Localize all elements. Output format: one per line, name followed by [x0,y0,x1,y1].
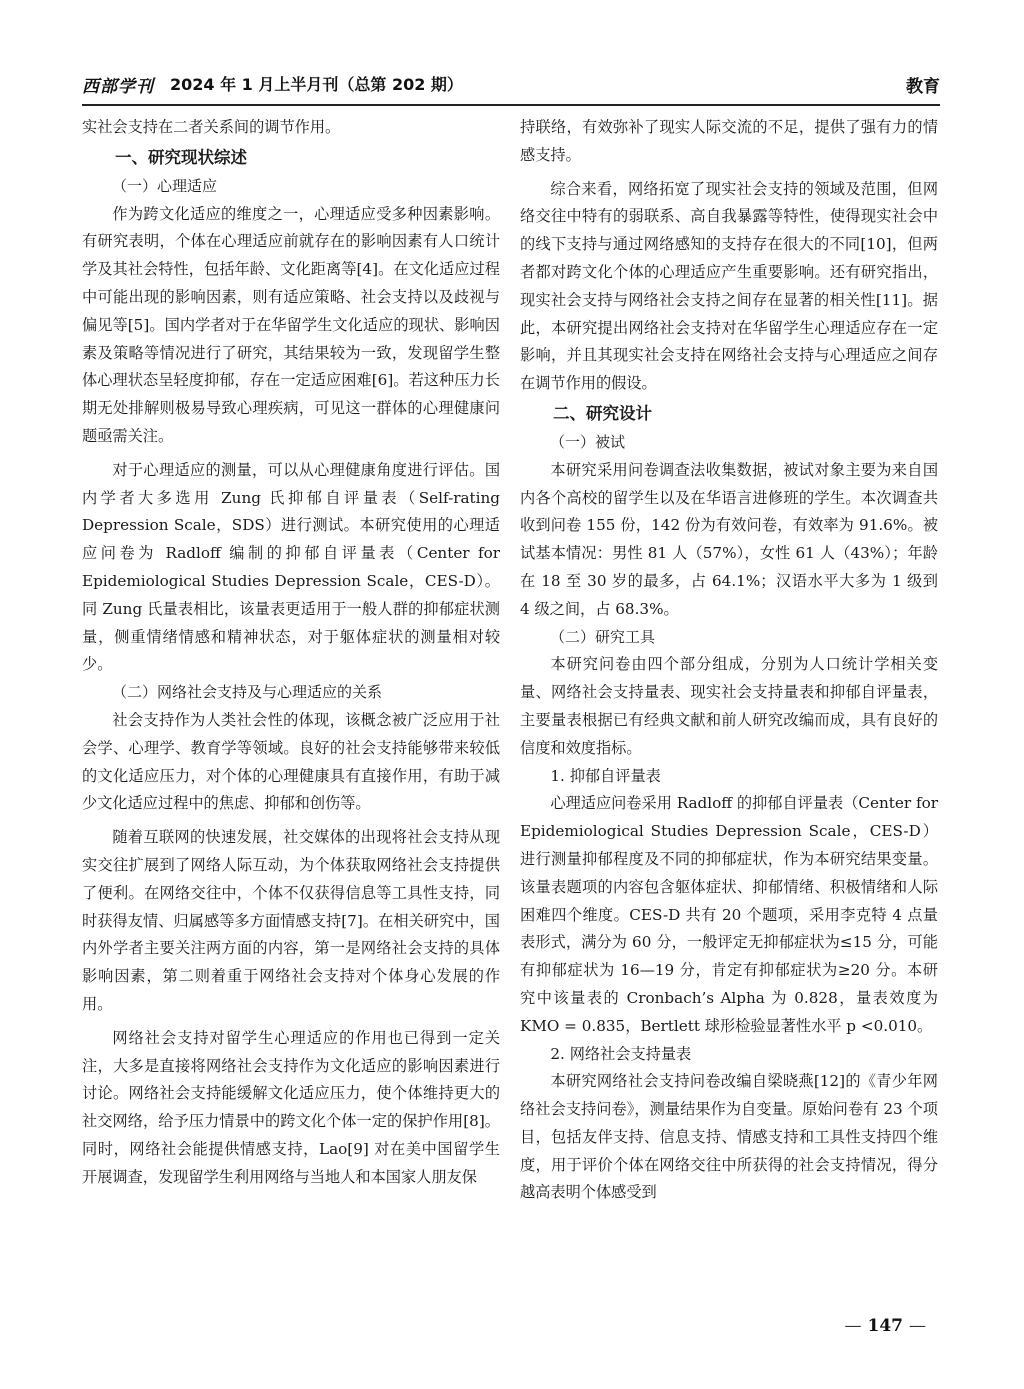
paragraph: 心理适应问卷采用 Radloff 的抑郁自评量表（Center for Epidemiological Studies Depression Scale，CES-D）进行测量抑郁程度及不同的抑郁症状，作为本研究结果变量。该量表题项的内容包含躯体症状、抑郁情绪、积极情绪和人际困难四个维度。CES-D 共有 20 个题项，采用李克特 4 点量表形式，满分为 60 分，一般评定无抑郁症状为≤15 分，可能有抑郁症状为 16—19 分，肯定有抑郁症状为≥20 分。本研究中该量表的 Cronbach’s Alpha 为 0.828，量表效度为 KMO = 0.835，Bertlett 球形检验显著性水平 p <0.010。 [520,794,938,1035]
page-number [839,1316,933,1336]
paragraph: 社会支持作为人类社会性的体现，该概念被广泛应用于社会学、心理学、教育学等领域。良好的社会支持能够带来较低的文化适应压力，对个体的心理健康具有直接作用，有助于减少文化适应过程中的焦虑、抑郁和创伤等。 [82,710,500,813]
subsubsection-heading: 1. 抑郁自评量表 [550,766,661,785]
right-column [520,114,938,1207]
section-tag: 教育 [906,77,940,97]
subsection-heading: （一）被试 [550,432,626,451]
journal-name: 西部学刊 [82,77,154,97]
paragraph: 本研究网络社会支持问卷改编自梁晓燕[12]的《青少年网络社会支持问卷》，测量结果作为自变量。原始问卷有 23 个项目，包括友伴支持、信息支持、情感支持和工具性支持四个维度，用于评价个体在网络交往中所获得的社会支持情况，得分越高表明个体感受到 [520,1072,938,1202]
page-dash-right: — [909,1316,926,1336]
paragraph: 对于心理适应的测量，可以从心理健康角度进行评估。国内学者大多选用 Zung 氏抑郁自评量表（Self-rating Depression Scale，SDS）进行测试。本研究使用的心理适应问卷为 Radloff 编制的抑郁自评量表（Center for Epidemiological Studies Depression Scale，CES-D）。同 Zung 氏量表相比，该量表更适用于一般人群的抑郁症状测量，侧重情绪情感和精神状态，对于躯体症状的测量相对较少。 [82,460,500,674]
paragraph: 持联络，有效弥补了现实人际交流的不足，提供了强有力的情感支持。 [520,118,938,164]
paragraph: 本研究问卷由四个部分组成，分别为人口统计学相关变量、网络社会支持量表、现实社会支持量表和抑郁自评量表，主要量表根据已有经典文献和前人研究改编而成，具有良好的信度和效度指标。 [520,655,938,757]
paragraph: 综合来看，网络拓宽了现实社会支持的领域及范围，但网络交往中特有的弱联系、高自我暴露等特性，使得现实社会中的线下支持与通过网络感知的支持存在很大的不同[10]，但两者都对跨文化个体的心理适应产生重要影响。还有研究指出，现实社会支持与网络社会支持之间存在显著的相关性[11]。据此，本研究提出网络社会支持对在华留学生心理适应存在一定影响，并且其现实社会支持在网络社会支持与心理适应之间存在调节作用的假设。 [520,179,938,393]
section-heading: 二、研究设计 [553,403,652,423]
subsection-heading: （二）研究工具 [550,627,656,646]
page-dash-left: — [844,1316,862,1336]
paragraph: 作为跨文化适应的维度之一，心理适应受多种因素影响。有研究表明，个体在心理适应前就存在的影响因素有人口统计学及其社会特性，包括年龄、文化距离等[4]。在文化适应过程中可能出现的影响因素，则有适应策略、社会支持以及歧视与偏见等[5]。国内学者对于在华留学生文化适应的现状、影响因素及策略等情况进行了研究，其结果较为一致，发现留学生整体心理状态呈轻度抑郁，存在一定适应困难[6]。若这种压力长期无处排解则极易导致心理疾病，可见这一群体的心理健康问题亟需关注。 [82,204,500,445]
section-heading: 一、研究现状综述 [115,147,247,167]
page-number-value: 147 [867,1316,903,1336]
page-header [82,70,940,106]
paragraph: 本研究采用问卷调查法收集数据，被试对象主要为来自国内各个高校的留学生以及在华语言进修班的学生。本次调查共收到问卷 155 份，142 份为有效问卷，有效率为 91.6%。被试基本情况：男性 81 人（57%），女性 61 人（43%）；年龄在 18 至 30 岁的最多，占 64.1%；汉语水平大多为 1 级到 4 级之间，占 68.3%。 [520,460,938,618]
paragraph: 随着互联网的快速发展，社交媒体的出现将社会支持从现实交往扩展到了网络人际互动，为个体获取网络社会支持提供了便利。在网络交往中，个体不仅获得信息等工具性支持，同时获得友情、归属感等多方面情感支持[7]。在相关研究中，国内外学者主要关注两方面的内容，第一是网络社会支持的具体影响因素，第二则着重于网络社会支持对个体身心发展的作用。 [82,828,500,1013]
subsection-heading: （一）心理适应 [112,176,218,195]
subsection-heading: （二）网络社会支持及与心理适应的关系 [112,683,383,702]
left-column [82,114,500,1191]
subsubsection-heading: 2. 网络社会支持量表 [550,1044,692,1063]
paragraph: 实社会支持在二者关系间的调节作用。 [82,118,341,136]
paragraph: 网络社会支持对留学生心理适应的作用也已得到一定关注，大多是直接将网络社会支持作为文化适应的影响因素进行讨论。网络社会支持能缓解文化适应压力，使个体维持更大的社交网络，给予压力情景中的跨文化个体一定的保护作用[8]。同时，网络社会能提供情感支持，Lao[9] 对在美中国留学生开展调查，发现留学生利用网络与当地人和本国家人朋友保 [82,1028,500,1186]
issue-info: 2024 年 1 月上半月刊（总第 202 期） [170,75,463,94]
